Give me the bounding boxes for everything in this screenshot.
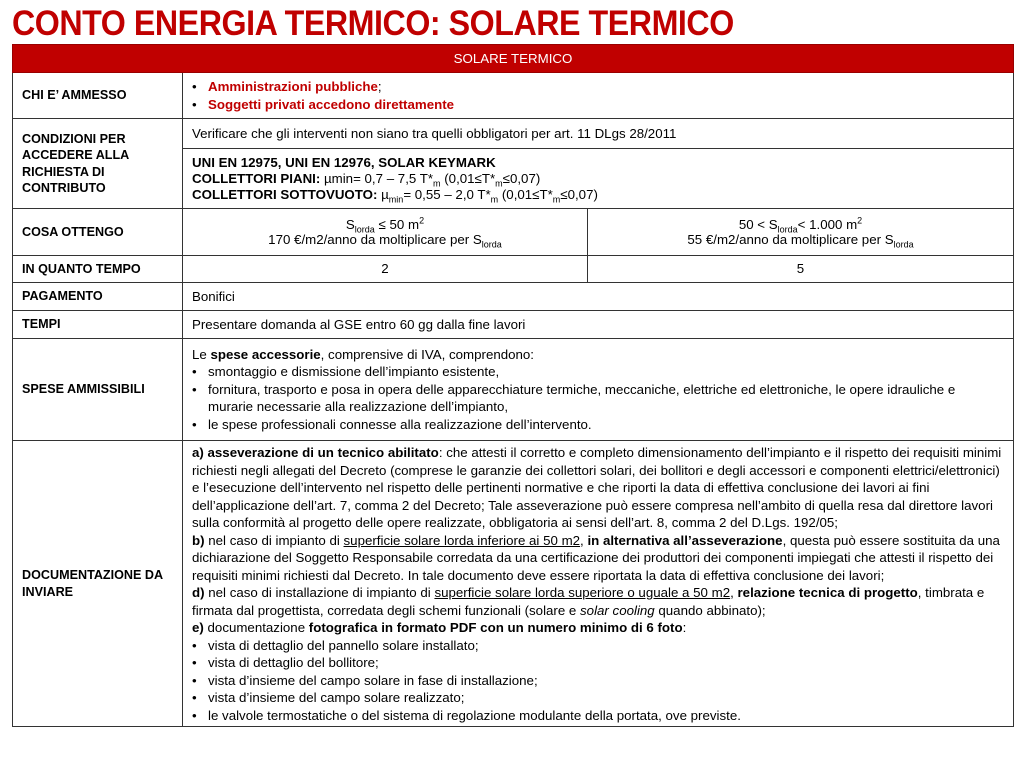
list-item: • fornitura, trasporto e posa in opera delle apparecchiature termiche, meccaniche, elettriche ed elettroniche, le opere idrauliche e murarie necessarie alla realizzazione dell’impianto, bbox=[192, 381, 1004, 416]
list-item: • le spese professionali connesse alla realizzazione dell’intervento. bbox=[192, 416, 1004, 434]
text-segment: : che attesti il corretto e completo dimensionamento dell’impianto e il rispetto dei requisiti minimi richiesti negli allegati del Decreto (comprese le garanzie dei collettori solari, dei bollitori e degli accessori e componenti elettrici/elettronici) e l’esecuzione dell’intervento nel rispetto delle pertinenti normative e che riporti la data di effettiva conclusione dei lavori ai fini dell’applicazione dell’art. 7, comma 2 del Decreto; Tale asseverazione può essere compresa nell’ambito di quella resa dal direttore lavori sulla conformità al progetto delle opere realizzate, obbligatoria ai sensi dell’art. 8, comma 2 del D.Lgs. 192/05; bbox=[192, 445, 1002, 530]
list-item: • smontaggio e dismissione dell’impianto esistente, bbox=[192, 363, 1004, 381]
cosa-left: $S_{lorda} \le 50$ $m^2$ 170 €/m2/anno da moltiplicare per $S_{lorda}$ bbox=[183, 209, 588, 256]
documentazione-value bbox=[183, 441, 1014, 727]
page-title: CONTO ENERGIA TERMICO: SOLARE TERMICO bbox=[12, 4, 734, 43]
text-segment: superficie solare lorda superiore o uguale a 50 m2 bbox=[434, 585, 731, 600]
text-segment: a) asseverazione di un tecnico abilitato bbox=[192, 445, 439, 460]
condizioni-verifica: Verificare che gli interventi non siano tra quelli obbligatori per art. 11 DLgs 28/2011 bbox=[183, 119, 1014, 149]
condizioni-norme: UNI EN 12975, UNI EN 12976, SOLAR KEYMARK COLLETTORI PIANI: µmin= 0,7 – 7,5 $T*_m$ $(0,01\le T*_m\le 0,07)$ COLLETTORI SOTTOVUOTO: µ$_{min}$= 0,55 – 2,0 $T*_m$ $(0,01\le T*_m\le 0,07)$ bbox=[183, 149, 1014, 209]
row-label-cosa: COSA OTTENGO bbox=[13, 209, 183, 256]
text-segment: , timbrata e firmata dal progettista, corredata degli schemi funzionali (solare e bbox=[192, 585, 985, 618]
text-segment: quando abbinato); bbox=[654, 602, 766, 618]
cosa-right: $50 < S_{lorda}< 1.000$ $m^2$ 55 €/m2/anno da moltiplicare per $S_{lorda}$ bbox=[588, 209, 1014, 256]
chi-value: • Amministrazioni pubbliche; • Soggetti privati accedono direttamente bbox=[183, 73, 1014, 119]
pagamento-value: Bonifici bbox=[183, 283, 1014, 311]
tempo-right: 5 bbox=[588, 256, 1014, 283]
list-item: Amministrazioni pubbliche bbox=[208, 79, 378, 94]
text-segment: , questa può essere sostituita da una dichiarazione del Soggetto Responsabile corredata da una certificazione dei produttori dei componenti impiegati che attesti il rispetto dei requisiti minimi richiesti dal Decreto. In tale documento deve essere riportata la data di effettiva conclusione dei lavori; bbox=[192, 532, 1000, 583]
text-segment: nel caso di installazione di impianto di bbox=[204, 585, 435, 600]
text-segment: b) bbox=[192, 532, 205, 548]
text-segment: d) bbox=[192, 585, 205, 600]
row-label-tempi: TEMPI bbox=[13, 311, 183, 339]
list-item: • vista di dettaglio del pannello solare installato; bbox=[192, 637, 1004, 655]
list-item: Soggetti privati accedono direttamente bbox=[208, 96, 455, 112]
doc-paragraph bbox=[192, 619, 1004, 637]
text-segment: nel caso di impianto di bbox=[204, 532, 344, 548]
list-item: • vista d’insieme del campo solare in fase di installazione; bbox=[192, 672, 1004, 690]
info-table bbox=[12, 44, 1014, 727]
text-segment: superficie solare lorda inferiore ai 50 m2 bbox=[343, 532, 581, 548]
text-segment: in alternativa all’asseverazione bbox=[587, 532, 783, 548]
text-segment: documentazione bbox=[203, 620, 309, 635]
text-segment: solar cooling bbox=[580, 602, 655, 618]
row-label-pagamento: PAGAMENTO bbox=[13, 283, 183, 311]
row-label-condizioni: CONDIZIONI PER ACCEDERE ALLA RICHIESTA DI CONTRIBUTO bbox=[13, 119, 183, 209]
list-item: • le valvole termostatiche o del sistema di regolazione modulante della portata, ove previste. bbox=[192, 707, 1004, 725]
row-label-documentazione: DOCUMENTAZIONE DA INVIARE bbox=[13, 441, 183, 727]
row-label-chi: CHI E’ AMMESSO bbox=[13, 73, 183, 119]
tempi-value: Presentare domanda al GSE entro 60 gg dalla fine lavori bbox=[183, 311, 1014, 339]
doc-paragraph bbox=[192, 532, 1004, 585]
text-segment: , bbox=[730, 585, 738, 600]
list-item: • vista di dettaglio del bollitore; bbox=[192, 654, 1004, 672]
text-segment: fotografica in formato PDF con un numero minimo di 6 foto bbox=[308, 620, 683, 635]
text-segment: : bbox=[682, 620, 687, 635]
table-header: SOLARE TERMICO bbox=[13, 45, 1014, 73]
text-segment: e) bbox=[192, 620, 204, 635]
row-label-spese: SPESE AMMISSIBILI bbox=[13, 339, 183, 441]
tempo-left: 2 bbox=[183, 256, 588, 283]
text-segment: , bbox=[580, 532, 588, 548]
text-segment: relazione tecnica di progetto bbox=[737, 585, 918, 600]
list-item: • vista d’insieme del campo solare realizzato; bbox=[192, 689, 1004, 707]
doc-paragraph bbox=[192, 584, 1004, 619]
spese-value: Le spese accessorie, comprensive di IVA, comprendono: • smontaggio e dismissione dell’impianto esistente, • fornitura, trasporto e posa in opera delle apparecchiature termiche, meccaniche, elettriche ed elettroniche, le opere idrauliche e murarie necessarie alla realizzazione dell’impianto, • le spese professionali connesse alla realizzazione dell’intervento. bbox=[183, 339, 1014, 441]
row-label-tempo: IN QUANTO TEMPO bbox=[13, 256, 183, 283]
doc-paragraph bbox=[192, 444, 1004, 532]
